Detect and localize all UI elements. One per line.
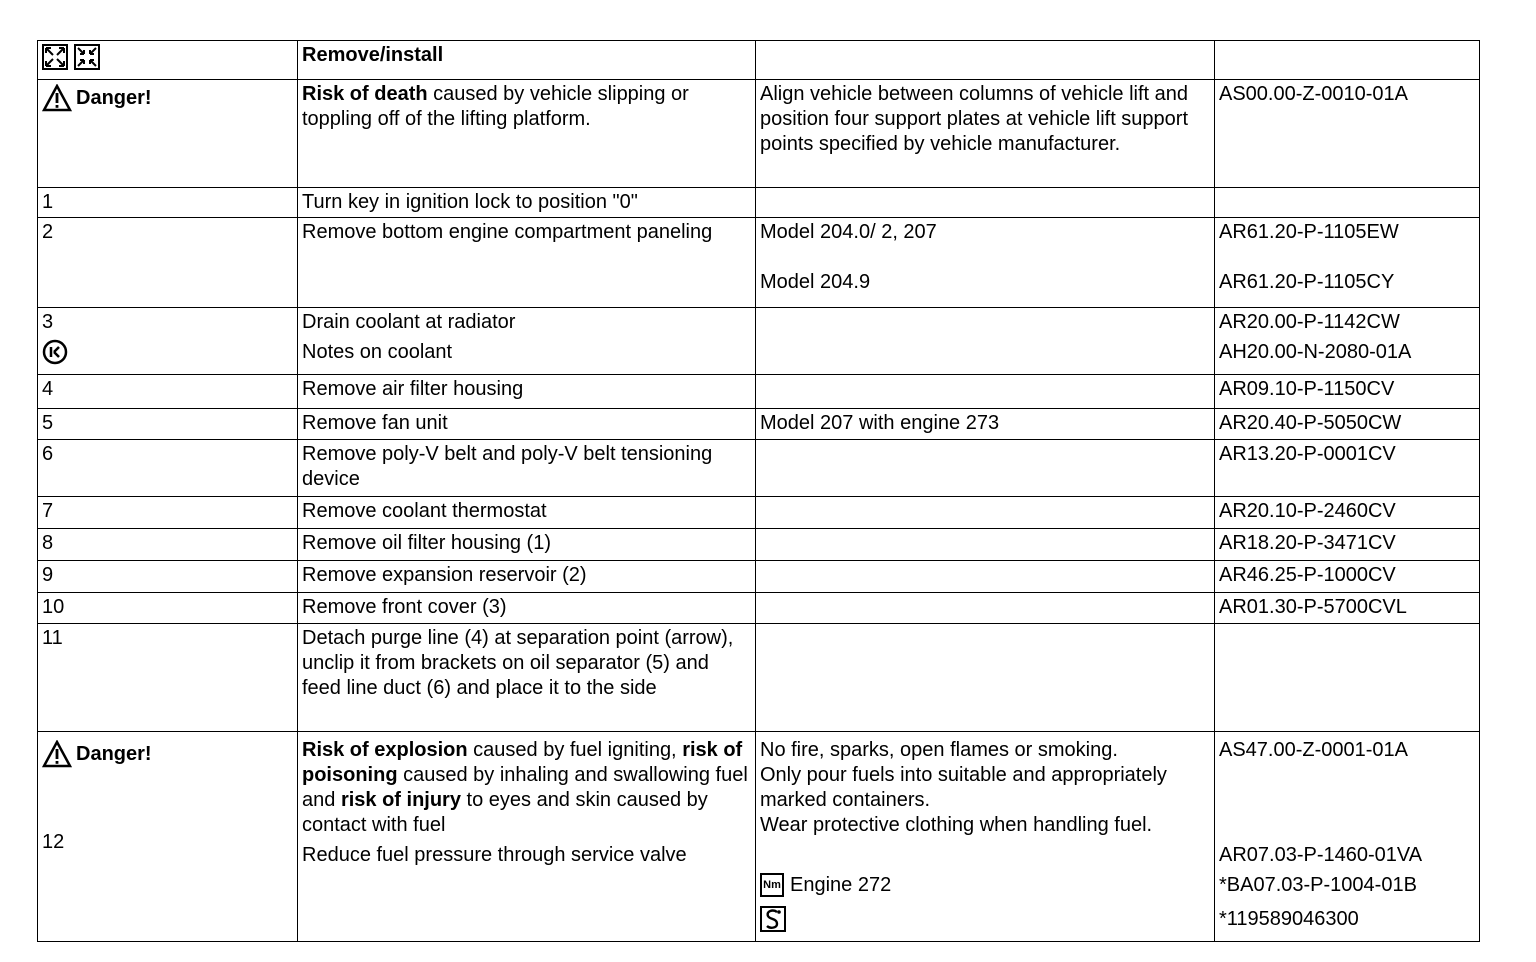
torque-nm-icon: Nm — [760, 873, 784, 897]
step-text: Remove fan unit — [298, 409, 756, 440]
step-number: 2 — [38, 218, 298, 308]
special-tool-icon — [760, 906, 786, 932]
doc-ref: AR61.20-P-1105EW — [1219, 221, 1399, 243]
step-text: Detach purge line (4) at separation point (arrow), unclip it from brackets on oil separator (5) and feed line duct (6) and place it to the side — [298, 624, 756, 732]
model-note: Model 204.9 — [760, 271, 871, 293]
danger-row-lift: Danger! Risk of death caused by vehicle slipping or toppling off of the lifting platform. Align vehicle between columns of vehicle lift and position four support plates at vehicle lift support points specified by vehicle manufacturer. AS00.00-Z-0010-01A — [38, 80, 1480, 188]
step-row — [38, 593, 1480, 624]
step-text: Turn key in ignition lock to position "0" — [298, 188, 756, 218]
expand-arrows-icon — [42, 44, 68, 70]
step-text: Drain coolant at radiator — [302, 311, 516, 333]
engine-note: Engine 272 — [790, 873, 892, 896]
doc-ref: AS00.00-Z-0010-01A — [1215, 80, 1480, 188]
step-text: Remove oil filter housing (1) — [298, 529, 756, 561]
danger-note: Only pour fuels into suitable and appropriately marked containers. — [760, 764, 1167, 811]
doc-ref: AR20.10-P-2460CV — [1215, 497, 1480, 529]
step-number: 5 — [38, 409, 298, 440]
step-row — [38, 188, 1480, 218]
step-number: 10 — [38, 593, 298, 624]
step-number: 12 — [42, 831, 65, 853]
info-circle-icon — [42, 339, 68, 365]
step-number: 7 — [38, 497, 298, 529]
danger-label: Danger! — [42, 84, 293, 112]
warning-triangle-icon — [42, 84, 72, 112]
danger-note: Wear protective clothing when handling fuel. — [760, 814, 1153, 836]
doc-ref: AR20.40-P-5050CW — [1215, 409, 1480, 440]
doc-ref: AR20.00-P-1142CW — [1219, 311, 1400, 333]
doc-ref: AR18.20-P-3471CV — [1215, 529, 1480, 561]
step-text: Remove poly-V belt and poly-V belt tensioning device — [298, 440, 756, 497]
header-icons-cell — [38, 41, 298, 80]
danger-row-fuel — [38, 732, 1480, 942]
step-text: Remove expansion reservoir (2) — [298, 561, 756, 593]
step-number: 3 — [42, 311, 54, 333]
step-row — [38, 440, 1480, 497]
doc-ref: AS47.00-Z-0001-01A — [1219, 739, 1409, 761]
collapse-arrows-icon — [74, 44, 100, 70]
step-row — [38, 308, 1480, 375]
torque-spec — [760, 868, 1210, 902]
special-tool — [760, 902, 1210, 936]
step-number: 1 — [38, 188, 298, 218]
step-text: Remove coolant thermostat — [298, 497, 756, 529]
doc-ref: *BA07.03-P-1004-01B — [1219, 873, 1417, 896]
doc-ref: AR09.10-P-1150CV — [1215, 375, 1480, 409]
step-number: 6 — [38, 440, 298, 497]
step-row — [38, 497, 1480, 529]
doc-ref: AR61.20-P-1105CY — [1219, 271, 1395, 293]
step-text: Reduce fuel pressure through service valve — [302, 844, 687, 866]
step-number: 11 — [38, 624, 298, 732]
procedure-table — [37, 40, 1480, 942]
danger-note: Align vehicle between columns of vehicle lift and position four support plates at vehicle lift support points specified by vehicle manufacturer. — [756, 80, 1215, 188]
tool-ref: *119589046300 — [1219, 907, 1359, 930]
step-row — [38, 561, 1480, 593]
doc-ref: AR46.25-P-1000CV — [1215, 561, 1480, 593]
step-row — [38, 624, 1480, 732]
doc-ref: AR07.03-P-1460-01VA — [1219, 844, 1423, 866]
step-number: 8 — [38, 529, 298, 561]
danger-text: Risk of explosion caused by fuel igniting, risk of poisoning caused by inhaling and swallowing fuel and risk of injury to eyes and skin caused by contact with fuel — [302, 739, 748, 836]
doc-ref: AR01.30-P-5700CVL — [1215, 593, 1480, 624]
step-row — [38, 218, 1480, 308]
doc-ref: AR13.20-P-0001CV — [1215, 440, 1480, 497]
doc-ref: AH20.00-N-2080-01A — [1219, 341, 1412, 363]
danger-note: No fire, sparks, open flames or smoking. — [760, 739, 1118, 761]
step-number: 9 — [38, 561, 298, 593]
step-text: Notes on coolant — [302, 341, 453, 363]
step-text: Remove air filter housing — [298, 375, 756, 409]
warning-triangle-icon — [42, 740, 72, 768]
step-row — [38, 529, 1480, 561]
step-text: Remove bottom engine compartment paneling — [298, 218, 756, 308]
step-row — [38, 375, 1480, 409]
danger-label: Danger! — [42, 740, 293, 768]
step-number: 4 — [38, 375, 298, 409]
step-row — [38, 409, 1480, 440]
model-note: Model 204.0/ 2, 207 — [760, 221, 937, 243]
header-row — [38, 41, 1480, 80]
step-text: Remove front cover (3) — [298, 593, 756, 624]
model-note: Model 207 with engine 273 — [756, 409, 1215, 440]
header-title: Remove/install — [298, 41, 756, 80]
